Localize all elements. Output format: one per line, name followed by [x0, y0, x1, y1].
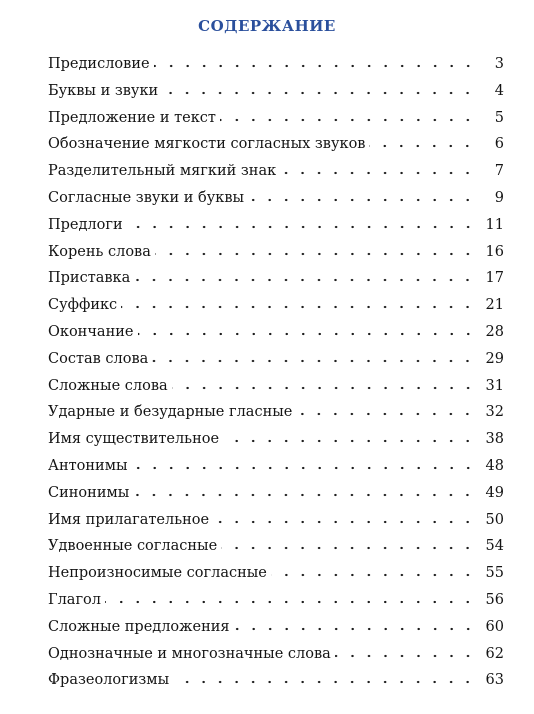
- toc-entry-page-number: 3: [494, 56, 504, 72]
- toc-entry-title: Непроизносимые согласные: [48, 565, 267, 582]
- dot-leader: [138, 326, 477, 336]
- toc-entry-page-number: 4: [494, 82, 504, 99]
- toc-entry-title: Приставка: [48, 270, 131, 287]
- toc-entry-page-number: 7: [494, 163, 504, 180]
- toc-entry[interactable]: [48, 190, 504, 217]
- dot-leader: [335, 648, 476, 658]
- toc-entry-page-number: 11: [485, 216, 504, 233]
- toc-entry-title: Буквы и звуки: [48, 82, 159, 99]
- page-title: СОДЕРЖАНИЕ: [198, 17, 336, 35]
- toc-entry-page-number: 60: [485, 618, 504, 635]
- toc-entry-page-number: 31: [485, 377, 504, 394]
- dot-leader: [280, 165, 476, 175]
- toc-list: [48, 56, 504, 699]
- toc-entry-page-number: 54: [485, 538, 504, 555]
- toc-entry-title: Состав слова: [48, 350, 149, 367]
- toc-entry-title: Обозначение мягкости согласных звуков: [48, 136, 366, 153]
- toc-entry-page-number: 5: [494, 109, 504, 126]
- dot-leader: [127, 219, 476, 229]
- toc-entry[interactable]: [48, 431, 504, 458]
- dot-leader: [132, 460, 476, 470]
- toc-entry-page-number: 17: [485, 270, 504, 287]
- dot-leader: [223, 433, 476, 443]
- dot-leader: [121, 299, 476, 309]
- toc-entry[interactable]: [48, 619, 504, 646]
- toc-entry-page-number: 63: [485, 672, 504, 689]
- toc-entry[interactable]: [48, 110, 504, 137]
- toc-entry[interactable]: [48, 83, 504, 110]
- dot-leader: [162, 85, 476, 95]
- toc-entry-page-number: 28: [485, 323, 504, 340]
- toc-entry-title: Сложные предложения: [48, 618, 230, 635]
- toc-entry-page-number: 32: [485, 404, 504, 421]
- dot-leader: [152, 353, 476, 363]
- toc-entry-page-number: 29: [485, 350, 504, 367]
- toc-entry[interactable]: [48, 378, 504, 405]
- toc-entry-title: Синонимы: [48, 484, 130, 501]
- toc-entry[interactable]: [48, 163, 504, 190]
- toc-entry[interactable]: [48, 672, 504, 699]
- toc-entry-page-number: 62: [485, 645, 504, 662]
- toc-entry-title: Предложение и текст: [48, 109, 216, 126]
- dot-leader: [234, 621, 476, 631]
- toc-entry[interactable]: [48, 404, 504, 431]
- toc-entry-title: Сложные слова: [48, 377, 168, 394]
- toc-entry[interactable]: [48, 297, 504, 324]
- toc-entry-page-number: 21: [485, 297, 504, 314]
- toc-entry[interactable]: [48, 485, 504, 512]
- dot-leader: [271, 567, 476, 577]
- toc-entry-page-number: 48: [485, 457, 504, 474]
- toc-entry[interactable]: [48, 538, 504, 565]
- toc-entry[interactable]: [48, 136, 504, 163]
- dot-leader: [155, 246, 476, 256]
- toc-entry-title: Однозначные и многозначные слова: [48, 645, 331, 662]
- dot-leader: [369, 138, 476, 148]
- toc-entry[interactable]: [48, 646, 504, 673]
- toc-entry-title: Предисловие: [48, 56, 150, 72]
- toc-entry-page-number: 6: [494, 136, 504, 153]
- toc-entry-page-number: 9: [494, 189, 504, 206]
- toc-entry[interactable]: [48, 270, 504, 297]
- dot-leader: [133, 487, 476, 497]
- toc-entry-title: Предлоги: [48, 216, 123, 233]
- dot-leader: [134, 272, 476, 282]
- toc-entry-page-number: 50: [485, 511, 504, 528]
- toc-entry[interactable]: [48, 244, 504, 271]
- toc-entry-title: Имя существительное: [48, 431, 220, 448]
- toc-entry-title: Удвоенные согласные: [48, 538, 218, 555]
- toc-entry[interactable]: [48, 56, 504, 83]
- toc-entry[interactable]: [48, 565, 504, 592]
- toc-entry[interactable]: [48, 351, 504, 378]
- toc-entry[interactable]: [48, 458, 504, 485]
- toc-entry-title: Ударные и безударные гласные: [48, 404, 293, 421]
- toc-entry-title: Суффикс: [48, 297, 118, 314]
- toc-entry[interactable]: [48, 324, 504, 351]
- toc-entry-page-number: 49: [485, 484, 504, 501]
- dot-leader: [173, 674, 476, 684]
- toc-entry-page-number: 38: [485, 431, 504, 448]
- dot-leader: [220, 112, 476, 122]
- dot-leader: [296, 406, 476, 416]
- toc-entry-page-number: 56: [485, 591, 504, 608]
- toc-entry-title: Имя прилагательное: [48, 511, 210, 528]
- toc-entry-title: Согласные звуки и буквы: [48, 189, 245, 206]
- toc-entry-title: Разделительный мягкий знак: [48, 163, 277, 180]
- toc-entry[interactable]: [48, 592, 504, 619]
- dot-leader: [154, 58, 476, 68]
- toc-entry-title: Антонимы: [48, 457, 128, 474]
- toc-entry-title: Глагол: [48, 591, 101, 608]
- toc-entry-title: Корень слова: [48, 243, 151, 260]
- toc-entry-page-number: 16: [485, 243, 504, 260]
- toc-entry-title: Окончание: [48, 323, 134, 340]
- dot-leader: [221, 540, 476, 550]
- dot-leader: [105, 594, 476, 604]
- toc-entry-title: Фразеологизмы: [48, 672, 170, 689]
- toc-entry[interactable]: [48, 217, 504, 244]
- dot-leader: [248, 192, 476, 202]
- dot-leader: [213, 514, 476, 524]
- toc-entry-page-number: 55: [485, 565, 504, 582]
- toc-entry[interactable]: [48, 512, 504, 539]
- dot-leader: [172, 380, 476, 390]
